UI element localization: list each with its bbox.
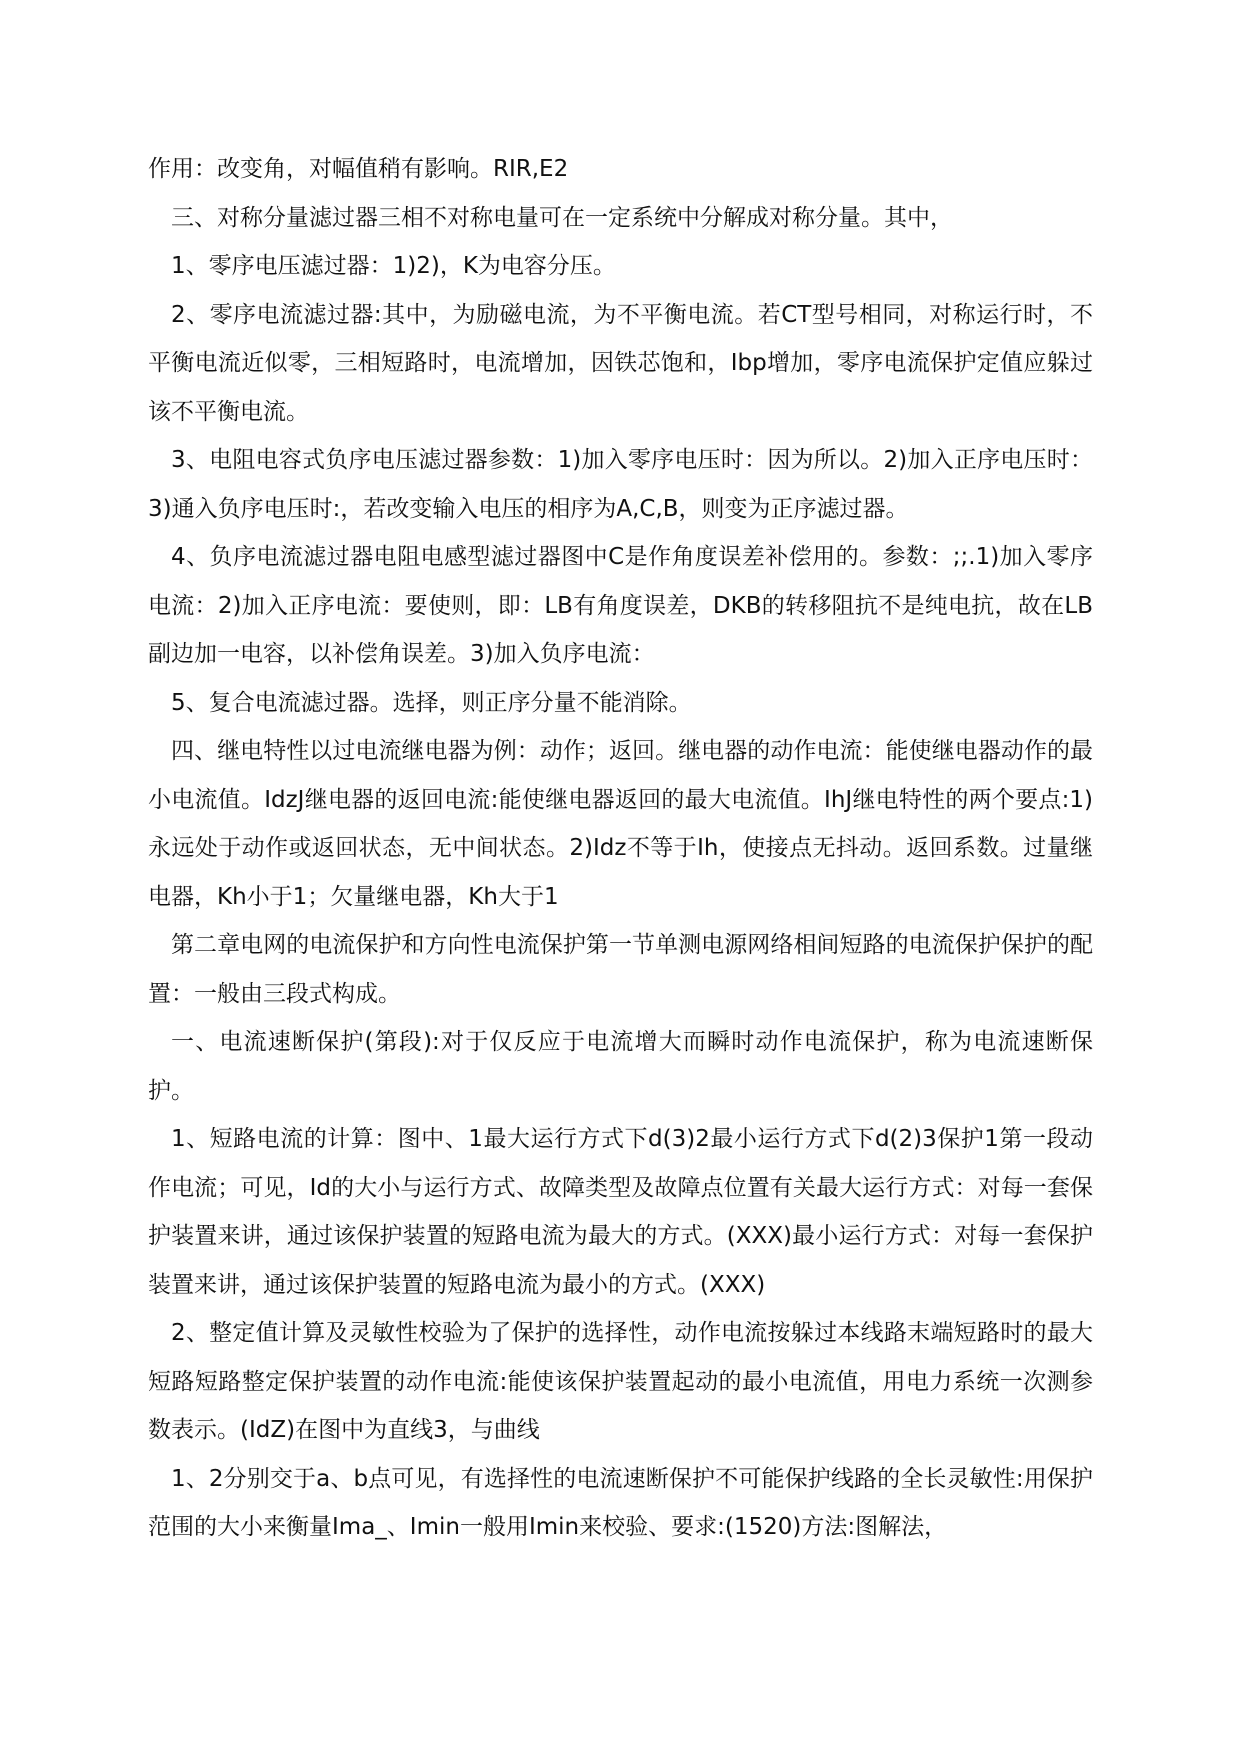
paragraph-5: 3、电阻电容式负序电压滤过器参数：1)加入零序电压时：因为所以。2)加入正序电压时：3)通入负序电压时:，若改变输入电压的相序为A,C,B，则变为正序滤过器。	[148, 447, 1093, 522]
paragraph-6: 4、负序电流滤过器电阻电感型滤过器图中C是作角度误差补偿用的。参数：;;.1)加入零序电流：2)加入正序电流：要使则，即：LB有角度误差，DKB的转移阻抗不是纯电抗，故在LB副边加一电容，以补偿角误差。3)加入负序电流：	[148, 544, 1093, 667]
paragraph-13: 1、2分别交于a、b点可见，有选择性的电流速断保护不可能保护线路的全长灵敏性:用保护范围的大小来衡量Ima_、Imin一般用Imin来校验、要求:(1520)方法:图解法，	[148, 1465, 1093, 1540]
paragraph-8: 四、继电特性以过电流继电器为例：动作；返回。继电器的动作电流：能使继电器动作的最小电流值。IdzJ继电器的返回电流:能使继电器返回的最大电流值。IhJ继电特性的两个要点:1)永远处于动作或返回状态，无中间状态。2)Idz不等于Ih，使接点无抖动。返回系数。过量继电器，Kh小于1；欠量继电器，Kh大于1	[148, 738, 1093, 910]
paragraph-1: 作用：改变角，对幅值稍有影响。RIR,E2	[148, 156, 569, 182]
document-body	[148, 145, 1093, 1552]
paragraph-11: 1、短路电流的计算：图中、1最大运行方式下d(3)2最小运行方式下d(2)3保护1第一段动作电流；可见，Id的大小与运行方式、故障类型及故障点位置有关最大运行方式：对每一套保护装置来讲，通过该保护装置的短路电流为最大的方式。(XXX)最小运行方式：对每一套保护装置来讲，通过该保护装置的短路电流为最小的方式。(XXX)	[148, 1126, 1093, 1298]
paragraph-7: 5、复合电流滤过器。选择，则正序分量不能消除。	[171, 689, 692, 716]
paragraph-2: 三、对称分量滤过器三相不对称电量可在一定系统中分解成对称分量。其中，	[171, 204, 953, 231]
paragraph-9: 第二章电网的电流保护和方向性电流保护第一节单测电源网络相间短路的电流保护保护的配置：一般由三段式构成。	[148, 932, 1093, 1007]
paragraph-10: 一、电流速断保护(第段):对于仅反应于电流增大而瞬时动作电流保护，称为电流速断保护。	[148, 1029, 1093, 1104]
paragraph-3: 1、零序电压滤过器：1)2)，K为电容分压。	[171, 253, 616, 279]
paragraph-4: 2、零序电流滤过器:其中，为励磁电流，为不平衡电流。若CT型号相同，对称运行时，不平衡电流近似零，三相短路时，电流增加，因铁芯饱和，Ibp增加，零序电流保护定值应躲过该不平衡电流。	[148, 301, 1093, 425]
paragraph-12: 2、整定值计算及灵敏性校验为了保护的选择性，动作电流按躲过本线路末端短路时的最大短路短路整定保护装置的动作电流:能使该保护装置起动的最小电流值，用电力系统一次测参数表示。(IdZ)在图中为直线3，与曲线	[148, 1320, 1093, 1443]
